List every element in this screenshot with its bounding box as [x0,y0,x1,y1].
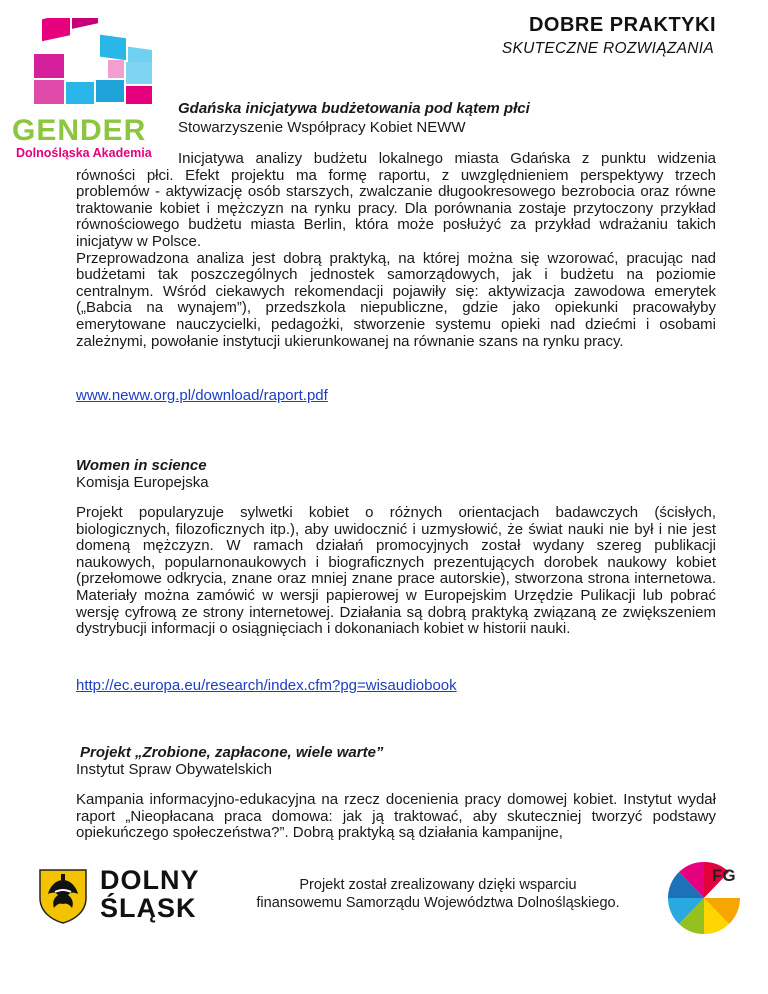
section-3-title: Projekt „Zrobione, zapłacone, wiele warte” [80,744,384,761]
gender-tagline: Dolnośląska Akademia [16,146,152,160]
section-1-org: Stowarzyszenie Współpracy Kobiet NEWW [178,119,466,136]
section-2-link[interactable]: http://ec.europa.eu/research/index.cfm?pg=wisaudiobook [76,677,457,694]
fg-logo-text: FG [712,866,736,885]
footer-funding-note [238,876,638,912]
dolny-line-2: ŚLĄSK [100,893,197,923]
dolny-slask-logo [38,865,224,924]
section-1-title: Gdańska inicjatywa budżetowania pod kątem płci [178,100,530,117]
section-1-paragraph-1: Inicjatywa analizy budżetu lokalnego miasta Gdańska z punktu widzenia równości płci. Efekt projektu ma formę raportu, z uwzględnieniem perspektywy trzech problemów - aktywizację osób starszych, zwalczanie długookresowego bezrobocia oraz równe traktowanie kobiet i mężczyzn na rynku pracy. Dla porównania zostaje przytoczony przykład równościowego budżetu miasta Berlin, która może posłużyć za przykład wdrażaniu takich inicjatyw w Polsce. [76,150,716,250]
section-1-body [76,151,716,350]
section-3-org: Instytut Spraw Obywatelskich [76,761,272,778]
gender-wordmark: GENDER [12,114,147,147]
footer-line-1: Projekt został zrealizowany dzięki wsparciu [299,877,577,893]
dolny-line-1: DOLNY [100,865,200,895]
section-3-body [76,792,716,842]
header-title: DOBRE PRAKTYKI [528,14,716,36]
section-2-org: Komisja Europejska [76,474,209,491]
gender-logo-mark [10,18,170,118]
section-3-paragraph-1: Kampania informacyjno-edukacyjna na rzecz docenienia pracy domowej kobiet. Instytut wydał raport „Nieopłacana praca domowa: jak ją traktować, aby skuteczniej tworzyć podstawy opiekuńczego społeczeństwa?”. Dobrą praktyką są działania kampanijne, [76,791,716,842]
gender-logo [10,18,170,158]
section-2-title: Women in science [76,457,207,474]
section-2-paragraph-1: Projekt popularyzuje sylwetki kobiet o różnych orientacjach badawczych (ścisłych, biologicznych, filozoficznych itp.), aby uwidocznić i uzmysłowić, że świat nauki nie był i nie jest domeną mężczyzn. W ramach działań promocyjnych został wydany szereg publikacji naukowych, popularnonaukowych i biograficznych prezentujących dorobek naukowy kobiet (przełomowe odkrycia, znane oraz mniej znane prace autorskie), stworzona strona internetowa. Materiały można zamówić w wersji papierowej w Europejskim Urzędzie Pulikacji lub pobrać wersję cyfrową ze strony internetowej. Działania są dobrą praktyką związaną ze zwiększeniem dystrybucji informacji o osiągnięciach i dokonaniach kobiet w historii nauki. [76,504,716,638]
coat-of-arms-icon [38,868,88,924]
dolny-wordmark [100,866,200,922]
fg-logo [664,856,744,936]
header-subtitle: SKUTECZNE ROZWIĄZANIA [501,40,714,57]
section-1-paragraph-2: Przeprowadzona analiza jest dobrą praktyką, na której można się wzorować, pracując nad budżetami tak poszczególnych jednostek samorządowych, jak i budżetu na poziomie centralnym. Wśród ciekawych rekomendacji pojawiły się: aktywizacja zawodowa emerytek („Babcia na wynajem”), przedszkola niepubliczne, gdzie jako opiekunki pracowałyby emerytowane nauczycielki, pedagożki, stworzenie systemu opieki nad dziećmi i osobami zależnymi, powołanie instytucji ukierunkowanej na równanie szans na rynku pracy. [76,249,716,350]
section-2-body [76,505,716,638]
section-1-link[interactable]: www.neww.org.pl/download/raport.pdf [76,387,328,404]
footer-line-2: finansowemu Samorządu Województwa Dolnośląskiego. [256,895,620,911]
